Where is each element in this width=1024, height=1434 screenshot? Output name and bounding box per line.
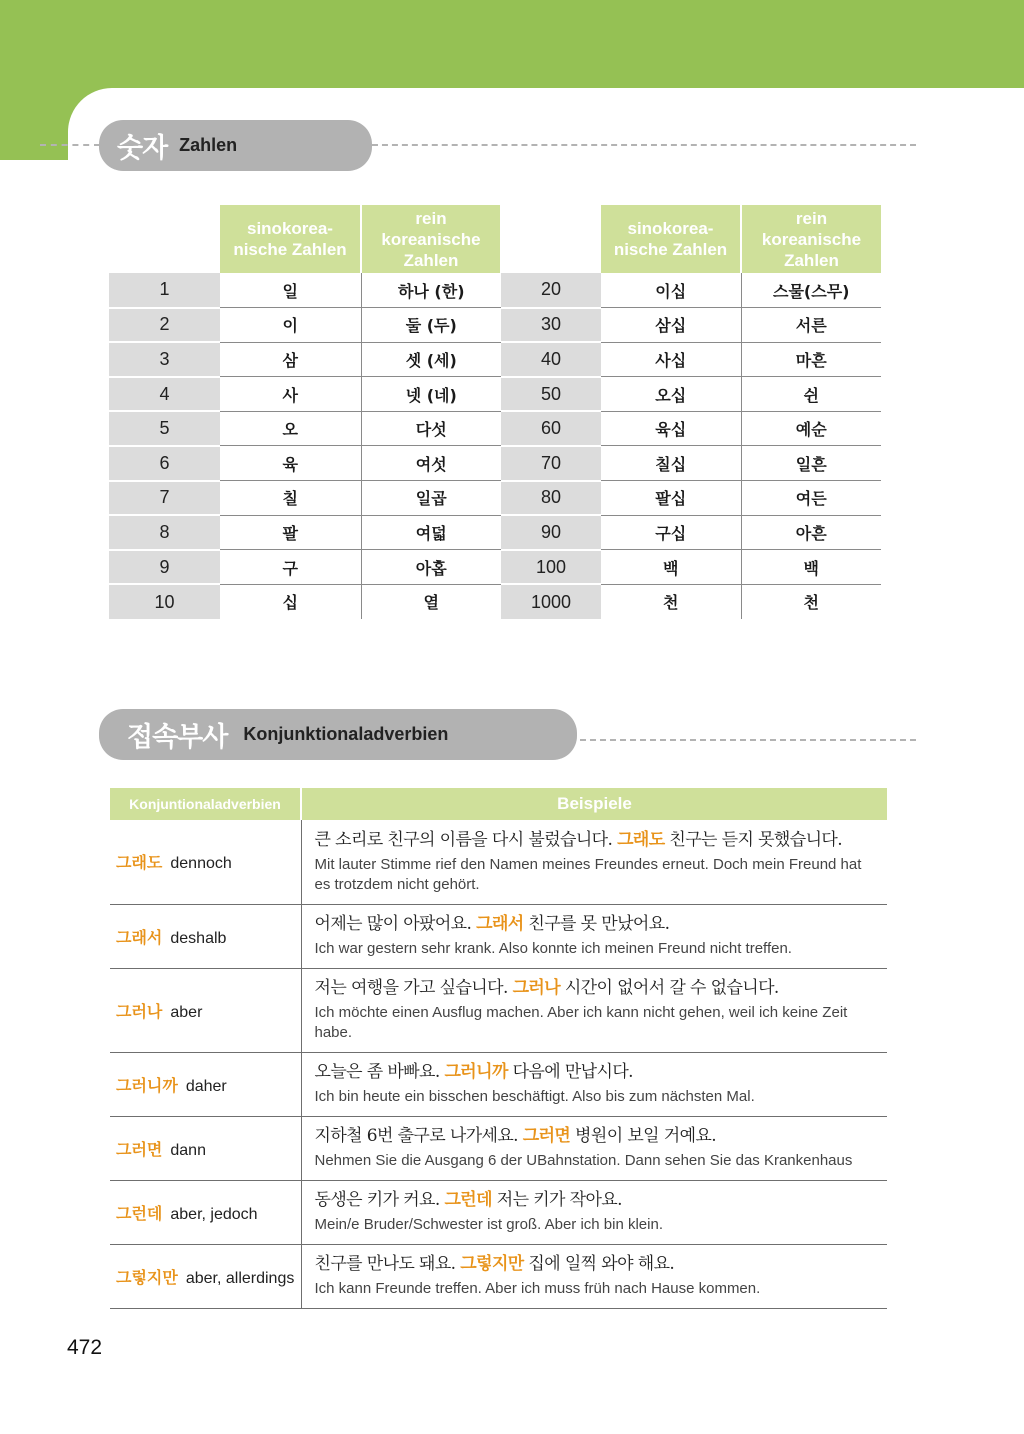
native-cell: 스물(스무) — [741, 273, 881, 308]
sino-cell: 칠 — [220, 481, 361, 516]
sino-cell: 육 — [220, 446, 361, 481]
header-native: rein koreanische Zahlen — [741, 205, 881, 273]
header-blank — [109, 205, 220, 273]
example-korean — [315, 913, 882, 935]
table-row — [109, 308, 881, 343]
example-text: 친구는 듣지 못했습니다. — [664, 829, 843, 850]
adverb-korean: 그러니까 — [116, 1075, 178, 1095]
example-text: 친구를 못 만났어요. — [523, 914, 670, 934]
adverb-cell — [110, 904, 301, 968]
number-cell: 80 — [501, 481, 601, 516]
header-adverb: Konjuntionaladverbien — [110, 788, 301, 820]
sino-cell: 칠십 — [601, 446, 741, 481]
example-text: 저는 여행을 가고 싶습니다. — [314, 978, 513, 998]
example-text: 동생은 키가 커요. — [314, 1190, 445, 1210]
table-row — [109, 481, 881, 516]
adverb-korean: 그러면 — [116, 1139, 163, 1159]
example-cell — [301, 1052, 887, 1116]
sino-cell: 오십 — [601, 377, 741, 412]
adverb-german: aber, jedoch — [170, 1205, 258, 1223]
number-cell: 1 — [109, 273, 220, 308]
example-german: Ich war gestern sehr krank. Also konnte ich meinen Freund nicht treffen. — [314, 940, 792, 957]
table-row — [109, 273, 881, 308]
table-row — [110, 1180, 887, 1244]
table-header-row — [109, 205, 881, 273]
example-german: Nehmen Sie die Ausgang 6 der UBahnstation. Dann sehen Sie das Krankenhaus — [314, 1152, 853, 1169]
example-text: 큰 소리로 친구의 이름을 다시 불렀습니다. — [314, 829, 618, 850]
example-korean — [315, 829, 882, 851]
native-cell: 마흔 — [741, 342, 881, 377]
example-text: 다음에 만납시다. — [507, 1062, 633, 1082]
native-cell: 서른 — [741, 308, 881, 343]
section-divider — [40, 144, 100, 146]
table-row — [110, 904, 887, 968]
example-highlight: 그래서 — [476, 914, 524, 934]
table-row — [109, 377, 881, 412]
native-cell: 여든 — [741, 481, 881, 516]
example-korean — [315, 977, 882, 999]
sino-cell: 삼십 — [601, 308, 741, 343]
sino-cell: 일 — [220, 273, 361, 308]
number-cell: 2 — [109, 308, 220, 343]
page-number: 472 — [67, 1336, 103, 1359]
header-sino: sinokorea-nische Zahlen — [601, 205, 741, 273]
table-row — [109, 550, 881, 585]
section-title-de: Zahlen — [179, 135, 238, 155]
number-cell: 70 — [501, 446, 601, 481]
adverb-cell — [110, 1180, 301, 1244]
example-highlight: 그렇지만 — [460, 1254, 524, 1274]
sino-cell: 팔 — [220, 515, 361, 550]
number-cell: 60 — [501, 411, 601, 446]
table-row — [110, 1244, 887, 1308]
number-cell: 90 — [501, 515, 601, 550]
example-korean — [315, 1061, 882, 1083]
adverb-cell — [110, 1116, 301, 1180]
sino-cell: 삼 — [220, 342, 361, 377]
number-cell: 4 — [109, 377, 220, 412]
adverb-cell — [110, 1244, 301, 1308]
sino-cell: 육십 — [601, 411, 741, 446]
example-highlight: 그래도 — [617, 829, 665, 850]
sino-cell: 백 — [601, 550, 741, 585]
header-native: rein koreanische Zahlen — [361, 205, 501, 273]
number-cell: 20 — [501, 273, 601, 308]
example-cell — [301, 1244, 887, 1308]
adverb-cell — [110, 820, 301, 904]
example-german: Mein/e Bruder/Schwester ist groß. Aber ich bin klein. — [314, 1216, 663, 1233]
example-highlight: 그런데 — [444, 1190, 492, 1210]
table-header-row — [110, 788, 887, 820]
native-cell: 일곱 — [361, 481, 501, 516]
adverb-german: aber, allerdings — [185, 1269, 295, 1287]
adverb-german: dann — [170, 1141, 206, 1159]
number-cell: 5 — [109, 411, 220, 446]
adverb-cell — [110, 968, 301, 1052]
example-german: Ich kann Freunde treffen. Aber ich muss früh nach Hause kommen. — [314, 1280, 761, 1297]
sino-cell: 사십 — [601, 342, 741, 377]
sino-cell: 천 — [601, 584, 741, 619]
native-cell: 예순 — [741, 411, 881, 446]
table-row — [109, 342, 881, 377]
number-cell: 7 — [109, 481, 220, 516]
native-cell: 셋 (세) — [361, 342, 501, 377]
section-title-conjunctions — [99, 709, 577, 760]
example-text: 시간이 없어서 갈 수 없습니다. — [560, 978, 779, 998]
native-cell: 아홉 — [361, 550, 501, 585]
example-text: 저는 키가 작아요. — [491, 1190, 622, 1210]
table-row — [109, 515, 881, 550]
example-cell — [301, 1180, 887, 1244]
sino-cell: 십 — [220, 584, 361, 619]
native-cell: 천 — [803, 593, 819, 613]
sino-cell: 사 — [220, 377, 361, 412]
number-cell: 9 — [109, 550, 220, 585]
section-title-de: Konjunktionaladverbien — [243, 724, 449, 744]
number-cell: 6 — [109, 446, 220, 481]
sino-cell: 구 — [220, 550, 361, 585]
example-cell — [301, 904, 887, 968]
native-cell: 여섯 — [361, 446, 501, 481]
sino-cell: 팔십 — [601, 481, 741, 516]
section-divider — [580, 739, 916, 741]
native-cell: 일흔 — [741, 446, 881, 481]
example-german: Ich möchte einen Ausflug machen. Aber ich kann nicht gehen, weil ich keine Zeit habe. — [314, 1004, 848, 1041]
adverb-german: aber — [170, 1003, 203, 1021]
example-cell — [301, 968, 887, 1052]
native-cell: 백 — [741, 550, 881, 585]
number-cell: 40 — [501, 342, 601, 377]
header-sino: sinokorea-nische Zahlen — [220, 205, 361, 273]
example-cell — [301, 820, 887, 904]
table-row — [110, 968, 887, 1052]
sino-cell: 구십 — [601, 515, 741, 550]
example-german: Mit lauter Stimme rief den Namen meines Freundes erneut. Doch mein Freund hat es trotzdem nicht gehört. — [314, 855, 862, 893]
number-cell: 1000 — [501, 584, 601, 619]
number-cell: 30 — [501, 308, 601, 343]
example-korean — [315, 1125, 882, 1147]
table-row — [109, 446, 881, 481]
example-highlight: 그러나 — [512, 978, 561, 998]
adverb-german: dennoch — [170, 855, 232, 873]
header-examples: Beispiele — [301, 788, 887, 820]
number-cell: 8 — [109, 515, 220, 550]
adverb-cell — [110, 1052, 301, 1116]
number-cell: 3 — [109, 342, 220, 377]
example-cell — [301, 1116, 887, 1180]
number-cell: 50 — [501, 377, 601, 412]
example-text: 친구를 만나도 돼요. — [314, 1254, 461, 1274]
adverb-korean: 그래도 — [116, 853, 163, 873]
adverb-korean: 그렇지만 — [116, 1267, 178, 1287]
adverb-korean: 그러나 — [116, 1001, 163, 1021]
table-row — [109, 584, 881, 619]
conjunction-table — [110, 788, 887, 1309]
example-text: 오늘은 좀 바빠요. — [314, 1062, 445, 1082]
sino-cell: 이십 — [601, 273, 741, 308]
native-cell: 다섯 — [361, 411, 501, 446]
number-cell: 10 — [109, 584, 220, 619]
sino-cell: 이 — [220, 308, 361, 343]
section-title-numbers — [99, 120, 372, 171]
header-blank — [501, 205, 601, 273]
example-korean — [315, 1253, 882, 1275]
table-row — [110, 820, 887, 904]
native-cell: 열 — [423, 593, 439, 613]
native-cell: 여덟 — [361, 515, 501, 550]
example-highlight: 그러니까 — [444, 1062, 508, 1082]
example-text: 집에 일찍 와야 해요. — [523, 1254, 675, 1274]
example-german: Ich bin heute ein bisschen beschäftigt. Also bis zum nächsten Mal. — [314, 1088, 755, 1105]
native-cell: 아흔 — [741, 515, 881, 550]
native-cell: 둘 (두) — [361, 308, 501, 343]
adverb-german: deshalb — [170, 929, 227, 947]
numbers-table — [109, 205, 881, 619]
native-cell: 쉰 — [741, 377, 881, 412]
table-row — [110, 1052, 887, 1116]
table-row — [109, 411, 881, 446]
native-cell: 넷 (네) — [361, 377, 501, 412]
table-row — [110, 1116, 887, 1180]
example-text: 병원이 보일 거예요. — [570, 1126, 717, 1146]
section-title-ko: 숫자 — [117, 133, 168, 164]
example-text: 어제는 많이 아팠어요. — [314, 914, 477, 934]
adverb-korean: 그래서 — [116, 927, 163, 947]
native-cell: 하나 (한) — [361, 273, 501, 308]
example-highlight: 그러면 — [522, 1126, 571, 1146]
example-korean — [315, 1189, 882, 1211]
example-text: 지하철 6번 출구로 나가세요. — [314, 1126, 523, 1146]
number-cell: 100 — [501, 550, 601, 585]
adverb-german: daher — [185, 1077, 227, 1095]
section-title-ko: 접속부사 — [127, 722, 228, 753]
section-divider — [372, 144, 916, 146]
adverb-korean: 그런데 — [116, 1203, 163, 1223]
sino-cell: 오 — [220, 411, 361, 446]
